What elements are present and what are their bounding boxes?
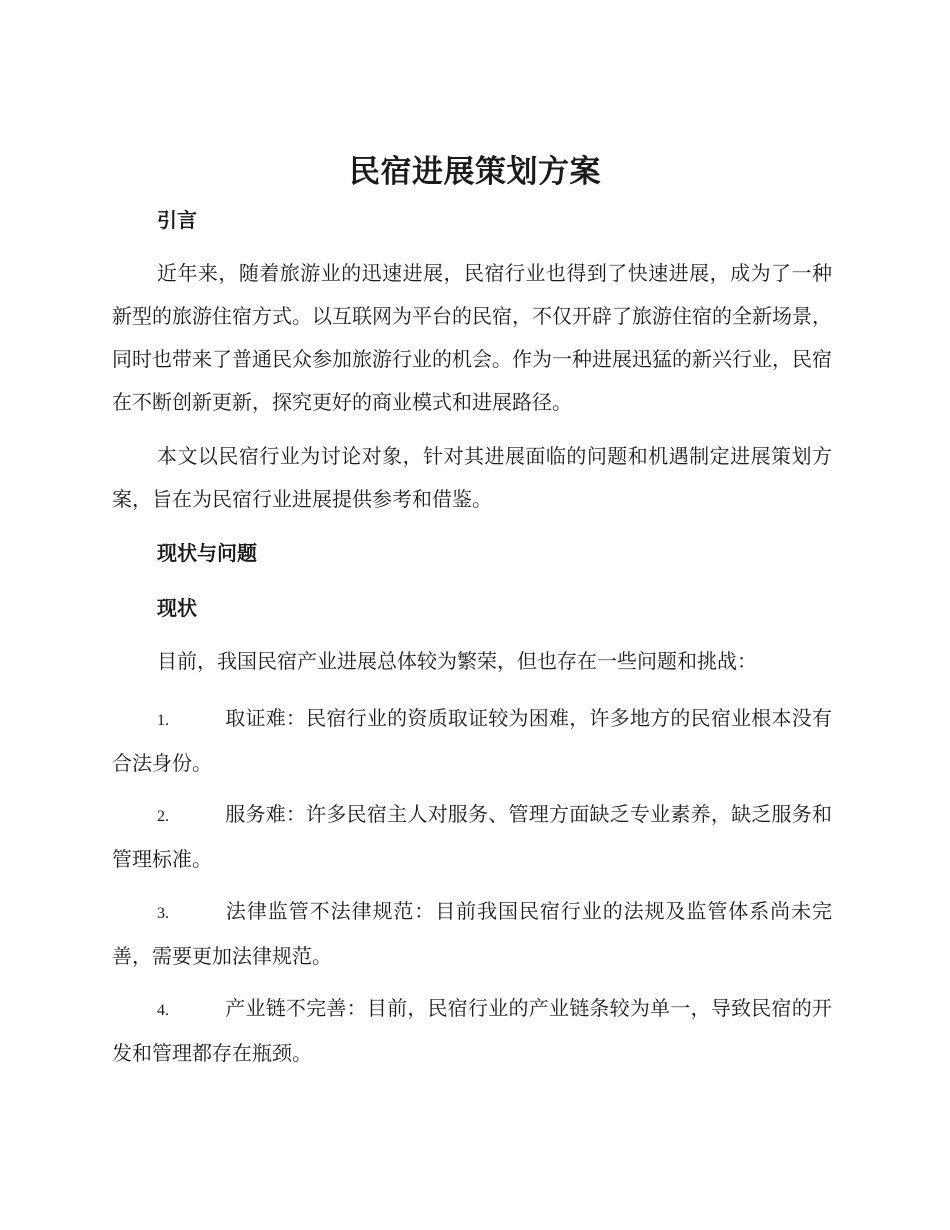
problem-text: 服务难：许多民宿主人对服务、管理方面缺乏专业素养，缺乏服务和管理标准。 [112,802,832,871]
problem-text: 法律监管不法律规范：目前我国民宿行业的法规及监管体系尚未完善，需要更加法律规范。 [112,899,832,968]
problem-number: 2. [157,808,169,825]
document-title: 民宿进展策划方案 [349,154,601,190]
intro-paragraph-1: 近年来，随着旅游业的迅速进展，民宿行业也得到了快速进展，成为了一种新型的旅游住宿方式。以互联网为平台的民宿，不仅开辟了旅游住宿的全新场景，同时也带来了普通民众参加旅游行业的机会。作为一种进展迅猛的新兴行业，民宿在不断创新更新，探究更好的商业模式和进展路径。 [112,261,832,414]
problem-number: 1. [157,712,169,729]
problem-number: 4. [157,1002,169,1019]
status-heading: 现状 [157,596,197,620]
problem-text: 产业链不完善：目前，民宿行业的产业链条较为单一，导致民宿的开发和管理都存在瓶颈。 [112,996,832,1065]
problem-text: 取证难：民宿行业的资质取证较为困难，许多地方的民宿业根本没有合法身份。 [112,706,832,775]
problem-item-4 [112,987,832,1075]
status-problem-heading: 现状与问题 [157,541,257,565]
intro-heading: 引言 [157,208,197,232]
problem-number: 3. [157,905,169,922]
problem-item-3 [112,890,832,978]
problem-item-1 [112,697,832,785]
status-intro: 目前，我国民宿产业进展总体较为繁荣，但也存在一些问题和挑战： [157,649,757,673]
problem-item-2 [112,793,832,881]
intro-paragraph-2: 本文以民宿行业为讨论对象，针对其进展面临的问题和机遇制定进展策划方案，旨在为民宿行业进展提供参考和借鉴。 [112,444,832,511]
